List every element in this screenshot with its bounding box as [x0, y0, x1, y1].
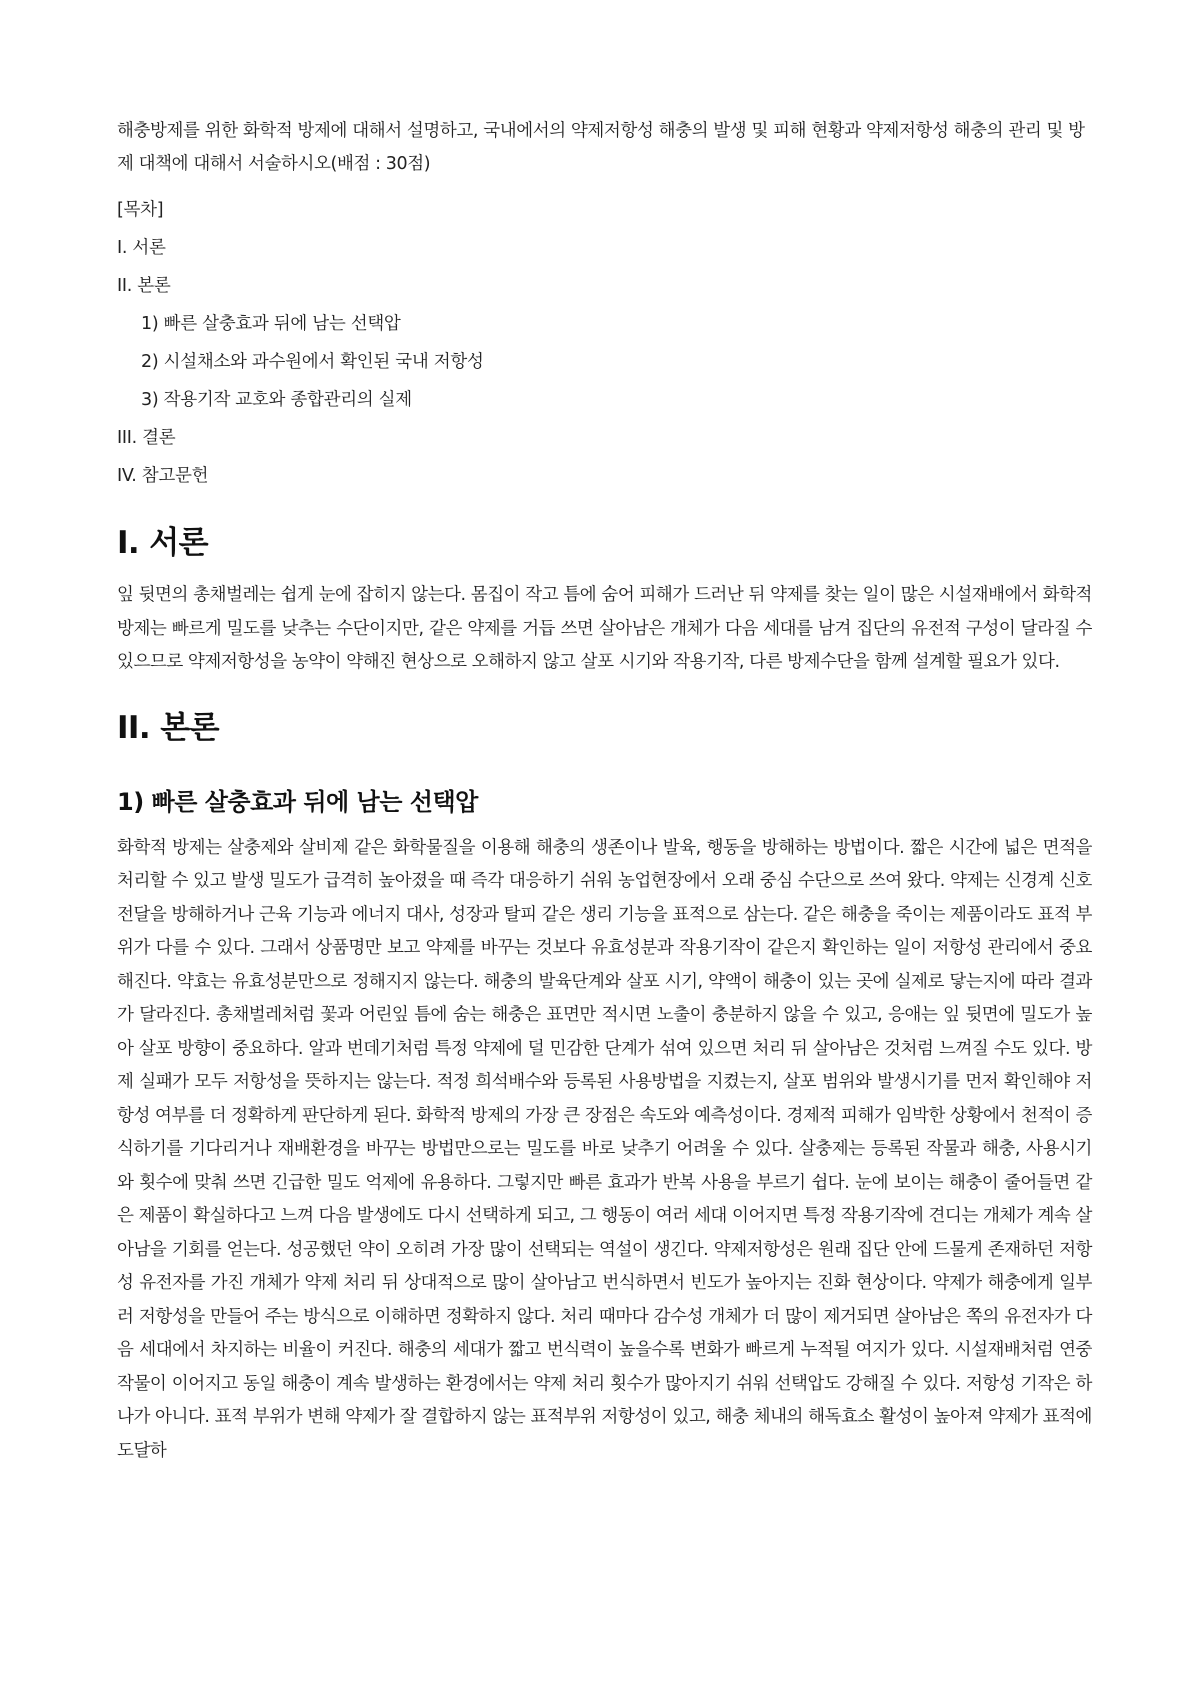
toc-item-body-sub1: 1) 빠른 살충효과 뒤에 남는 선택압 [141, 314, 401, 334]
toc-item-body: II. 본론 [117, 276, 171, 296]
toc-item-intro: I. 서론 [117, 238, 166, 258]
body-sub1-heading: 1) 빠른 살충효과 뒤에 남는 선택압 [117, 787, 478, 816]
toc-item-references: IV. 참고문헌 [117, 466, 209, 486]
toc-item-body-sub2: 2) 시설채소와 과수원에서 확인된 국내 저항성 [141, 352, 484, 372]
intro-heading: I. 서론 [117, 525, 208, 561]
intro-paragraph: 잎 뒷면의 총채벌레는 쉽게 눈에 잡히지 않는다. 몸집이 작고 틈에 숨어 피해가 드러난 뒤 약제를 찾는 일이 많은 시설재배에서 화학적 방제는 빠르게 밀도를 낮추는 수단이지만, 같은 약제를 거듭 쓰면 살아남은 개체가 다음 세대를 남겨 집단의 유전적 구성이 달라질 수 있으므로 약제저항성을 농약이 약해진 현상으로 오해하지 않고 살포 시기와 작용기작, 다른 방제수단을 함께 설계할 필요가 있다. [117, 585, 1092, 672]
toc-title: [목차] [117, 200, 164, 220]
table-of-contents [117, 191, 1092, 495]
question-text: 해충방제를 위한 화학적 방제에 대해서 설명하고, 국내에서의 약제저항성 해충의 발생 및 피해 현황과 약제저항성 해충의 관리 및 방제 대책에 대해서 서술하시오(배점 : 30점) [117, 121, 1085, 174]
body-heading: II. 본론 [117, 709, 219, 746]
toc-item-conclusion: III. 결론 [117, 428, 176, 448]
body-sub1-paragraph: 화학적 방제는 살충제와 살비제 같은 화학물질을 이용해 해충의 생존이나 발육, 행동을 방해하는 방법이다. 짧은 시간에 넓은 면적을 처리할 수 있고 발생 밀도가 급격히 높아졌을 때 즉각 대응하기 쉬워 농업현장에서 오래 중심 수단으로 쓰여 왔다. 약제는 신경계 신호 전달을 방해하거나 근육 기능과 에너지 대사, 성장과 탈피 같은 생리 기능을 표적으로 삼는다. 같은 해충을 죽이는 제품이라도 표적 부위가 다를 수 있다. 그래서 상품명만 보고 약제를 바꾸는 것보다 유효성분과 작용기작이 같은지 확인하는 일이 저항성 관리에서 중요해진다. 약효는 유효성분만으로 정해지지 않는다. 해충의 발육단계와 살포 시기, 약액이 해충이 있는 곳에 실제로 닿는지에 따라 결과가 달라진다. 총채벌레처럼 꽃과 어린잎 틈에 숨는 해충은 표면만 적시면 노출이 충분하지 않을 수 있고, 응애는 잎 뒷면에 밀도가 높아 살포 방향이 중요하다. 알과 번데기처럼 특정 약제에 덜 민감한 단계가 섞여 있으면 처리 뒤 살아남은 것처럼 느껴질 수도 있다. 방제 실패가 모두 저항성을 뜻하지는 않는다. 적정 희석배수와 등록된 사용방법을 지켰는지, 살포 범위와 발생시기를 먼저 확인해야 저항성 여부를 더 정확하게 판단하게 된다. 화학적 방제의 가장 큰 장점은 속도와 예측성이다. 경제적 피해가 임박한 상황에서 천적이 증식하기를 기다리거나 재배환경을 바꾸는 방법만으로는 밀도를 바로 낮추기 어려울 수 있다. 살충제는 등록된 작물과 해충, 사용시기와 횟수에 맞춰 쓰면 긴급한 밀도 억제에 유용하다. 그렇지만 빠른 효과가 반복 사용을 부르기 쉽다. 눈에 보이는 해충이 줄어들면 같은 제품이 확실하다고 느껴 다음 발생에도 다시 선택하게 되고, 그 행동이 여러 세대 이어지면 특정 작용기작에 견디는 개체가 계속 살아남을 기회를 얻는다. 성공했던 약이 오히려 가장 많이 선택되는 역설이 생긴다. 약제저항성은 원래 집단 안에 드물게 존재하던 저항성 유전자를 가진 개체가 약제 처리 뒤 상대적으로 많이 살아남고 번식하면서 빈도가 높아지는 진화 현상이다. 약제가 해충에게 일부러 저항성을 만들어 주는 방식으로 이해하면 정확하지 않다. 처리 때마다 감수성 개체가 더 많이 제거되면 살아남은 쪽의 유전자가 다음 세대에서 차지하는 비율이 커진다. 해충의 세대가 짧고 번식력이 높을수록 변화가 빠르게 누적될 여지가 있다. 시설재배처럼 연중 작물이 이어지고 동일 해충이 계속 발생하는 환경에서는 약제 처리 횟수가 많아지기 쉬워 선택압도 강해질 수 있다. 저항성 기작은 하나가 아니다. 표적 부위가 변해 약제가 잘 결합하지 않는 표적부위 저항성이 있고, 해충 체내의 해독효소 활성이 높아져 약제가 표적에 도달하 [117, 837, 1092, 1461]
toc-item-body-sub3: 3) 작용기작 교호와 종합관리의 실제 [141, 390, 412, 410]
